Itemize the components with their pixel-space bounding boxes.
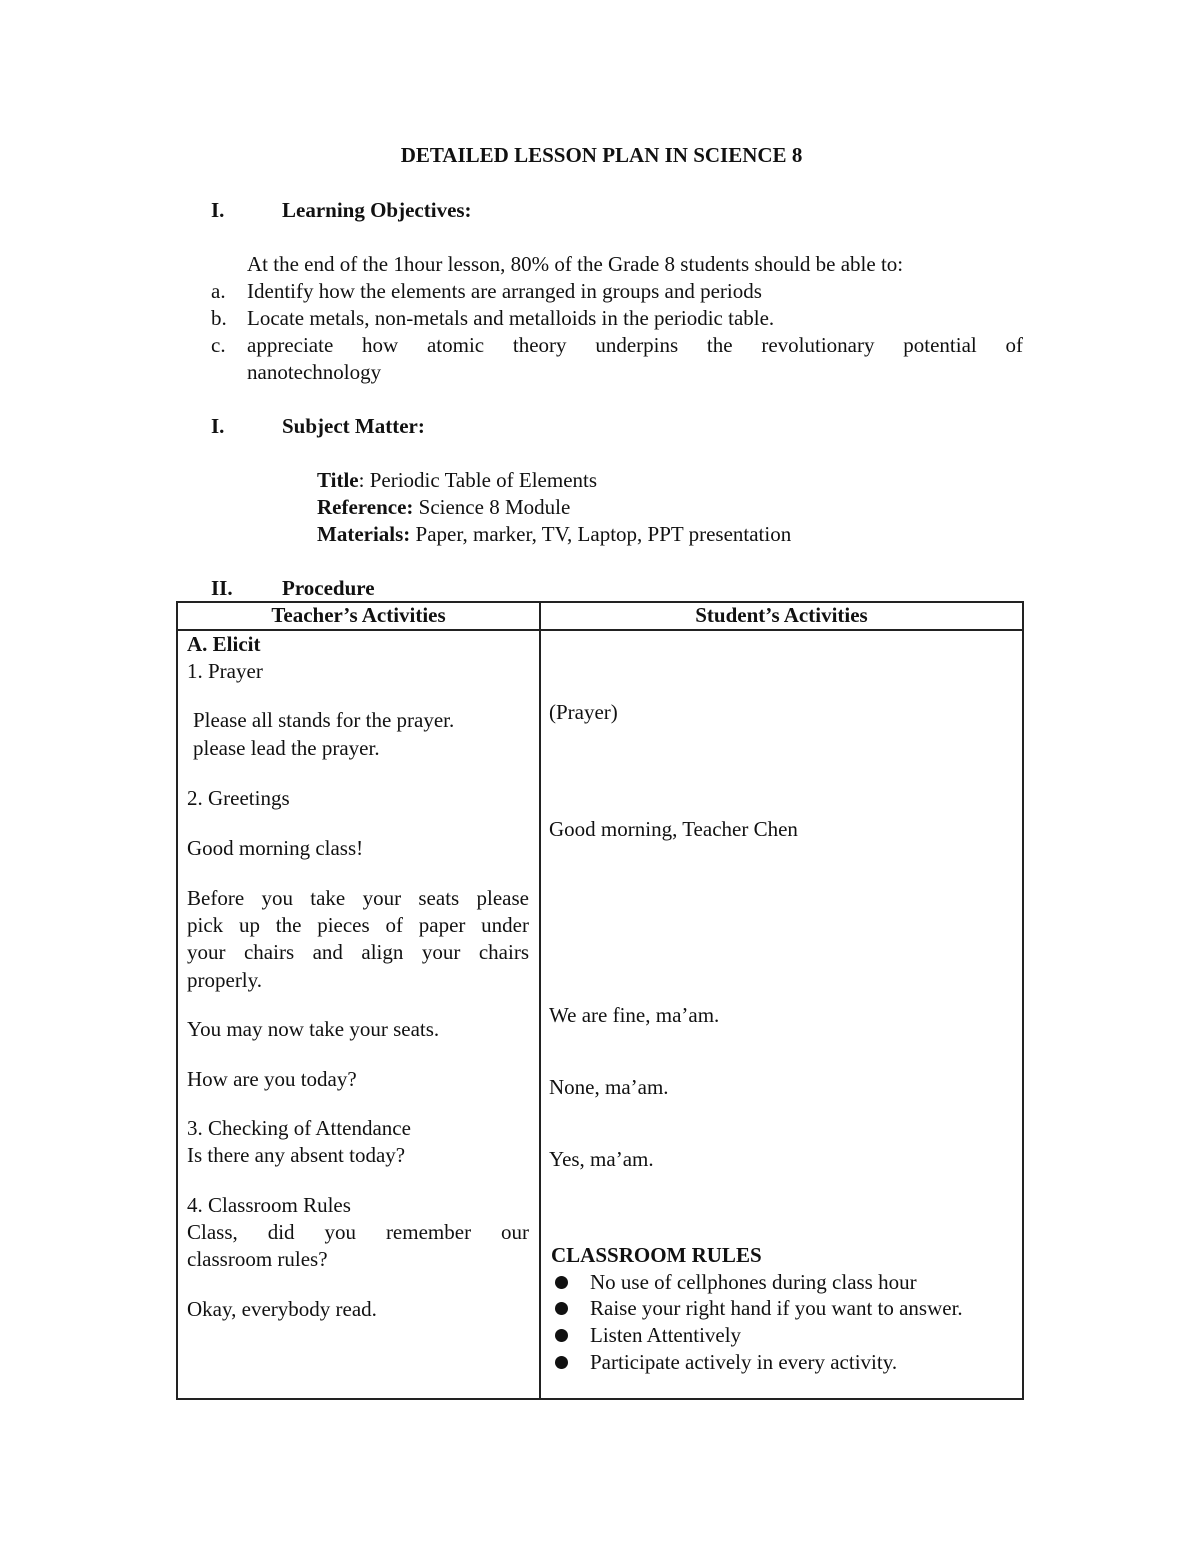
objective-text: Identify how the elements are arranged in groups and periods	[247, 279, 762, 303]
teacher-text: Good morning class!	[187, 836, 364, 860]
objectives-intro: At the end of the 1hour lesson, 80% of the Grade 8 students should be able to:	[247, 252, 904, 276]
subject-reference-label: Reference:	[317, 495, 414, 519]
document-title: DETAILED LESSON PLAN IN SCIENCE 8	[400, 143, 803, 167]
student-text: We are fine, ma’am.	[549, 1003, 720, 1027]
teacher-text: Okay, everybody read.	[187, 1297, 377, 1321]
bullet-icon	[555, 1329, 568, 1342]
objective-text: Locate metals, non-metals and metalloids in the periodic table.	[247, 306, 775, 330]
classroom-rules-title: CLASSROOM RULES	[551, 1243, 762, 1267]
greetings-heading: 2. Greetings	[187, 786, 290, 810]
subject-materials-label: Materials:	[317, 522, 411, 546]
rule-item: Raise your right hand if you want to answer.	[590, 1296, 963, 1320]
elicit-heading: A. Elicit	[187, 632, 261, 656]
attendance-heading: 3. Checking of Attendance	[187, 1116, 411, 1140]
section-heading-objectives: Learning Objectives:	[282, 198, 472, 222]
objective-text: appreciate how atomic theory underpins the revolutionary potential of	[247, 333, 1023, 357]
teacher-text: pick up the pieces of paper under	[187, 913, 529, 937]
column-header-student: Student’s Activities	[695, 603, 868, 627]
table-header-divider	[176, 629, 1024, 631]
teacher-text: How are you today?	[187, 1067, 357, 1091]
teacher-text: Before you take your seats please	[187, 886, 529, 910]
section-numeral-procedure: II.	[211, 576, 233, 600]
objective-letter: c.	[211, 333, 226, 357]
student-text: Yes, ma’am.	[549, 1147, 654, 1171]
objective-letter: b.	[211, 306, 227, 330]
teacher-text: Please all stands for the prayer.	[193, 708, 455, 732]
subject-title-line	[317, 468, 597, 493]
subject-reference-line	[317, 495, 570, 520]
prayer-heading: 1. Prayer	[187, 659, 263, 683]
teacher-text: classroom rules?	[187, 1247, 328, 1271]
teacher-text: please lead the prayer.	[193, 736, 380, 760]
teacher-text: properly.	[187, 968, 263, 992]
column-header-teacher: Teacher’s Activities	[271, 603, 446, 627]
objective-text-continued: nanotechnology	[247, 360, 382, 384]
table-border-bottom	[176, 1398, 1024, 1400]
subject-title-label: Title	[317, 468, 359, 492]
teacher-text: Class, did you remember our	[187, 1220, 529, 1244]
subject-title-value: : Periodic Table of Elements	[358, 468, 598, 492]
subject-reference-value: Science 8 Module	[413, 495, 571, 519]
teacher-text: You may now take your seats.	[187, 1017, 440, 1041]
subject-materials-value: Paper, marker, TV, Laptop, PPT presentation	[410, 522, 792, 546]
teacher-text: Is there any absent today?	[187, 1143, 406, 1167]
table-column-divider	[539, 601, 541, 1400]
student-text: None, ma’am.	[549, 1075, 669, 1099]
rules-heading: 4. Classroom Rules	[187, 1193, 351, 1217]
objective-letter: a.	[211, 279, 226, 303]
procedure-table	[176, 601, 1024, 1400]
section-numeral-subject: I.	[211, 414, 225, 438]
rule-item: Participate actively in every activity.	[590, 1350, 898, 1374]
subject-materials-line	[317, 522, 791, 547]
rule-item: Listen Attentively	[590, 1323, 742, 1347]
table-border-right	[1022, 601, 1024, 1400]
student-text: Good morning, Teacher Chen	[549, 817, 798, 841]
table-border-left	[176, 601, 178, 1400]
bullet-icon	[555, 1356, 568, 1369]
bullet-icon	[555, 1302, 568, 1315]
section-heading-procedure: Procedure	[282, 576, 375, 600]
bullet-icon	[555, 1276, 568, 1289]
section-heading-subject: Subject Matter:	[282, 414, 425, 438]
student-text: (Prayer)	[549, 700, 618, 724]
teacher-text: your chairs and align your chairs	[187, 940, 529, 964]
rule-item: No use of cellphones during class hour	[590, 1270, 917, 1294]
section-numeral-objectives: I.	[211, 198, 225, 222]
